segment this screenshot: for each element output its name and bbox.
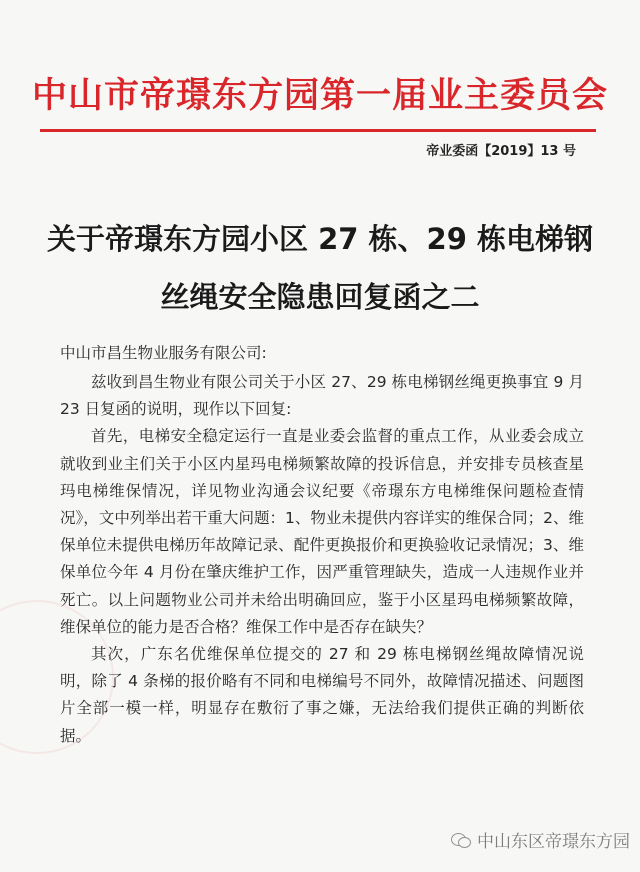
paragraph-3: 其次，广东名优维保单位提交的 27 和 29 栋电梯钢丝绳故障情况说明，除了 4 条梯的报价略有不同和电梯编号不同外，故障情况描述、问题图片全部一模一样，明显存在敷衍了事之嫌，无法给我们提供正确的判断依据。 [60, 645, 584, 745]
red-header-rule [40, 129, 596, 132]
watermark-text: 中山东区帝璟东方园 [477, 832, 630, 852]
paragraph-2: 首先，电梯安全稳定运行一直是业委会监督的重点工作，从业委会成立就收到业主们关于小区内星玛电梯频繁故障的投诉信息，并安排专员核查星玛电梯维保情况，详见物业沟通会议纪要《帝璟东方电梯维保问题检查情况》，文中列举出若干重大问题：1、物业未提供内容详实的维保合同；2、维保单位未提供电梯历年故障记录、配件更换报价和更换验收记录情况；3、维保单位今年 4 月份在肇庆维护工作，因严重管理缺失，造成一人违规作业并死亡。以上问题物业公司并未给出明确回应，鉴于小区星玛电梯频繁故障，维保单位的能力是否合格？维保工作中是否存在缺失？ [60, 427, 584, 636]
document-title [30, 210, 610, 326]
paragraph-1: 兹收到昌生物业有限公司关于小区 27、29 栋电梯钢丝绳更换事宜 9 月 23 日复函的说明，现作以下回复: [60, 373, 584, 419]
salutation: 中山市昌生物业服务有限公司: [60, 344, 267, 362]
wechat-icon [451, 831, 471, 849]
document-title-line-2: 丝绳安全隐患回复函之二 [160, 280, 480, 314]
document-number: 帝业委函【2019】13 号 [426, 144, 576, 159]
document-body [60, 340, 584, 750]
document-title-line-1: 关于帝璟东方园小区 27 栋、29 栋电梯钢 [46, 222, 593, 256]
org-title: 中山市帝璟东方园第一届业主委员会 [31, 76, 608, 116]
watermark [451, 827, 630, 852]
